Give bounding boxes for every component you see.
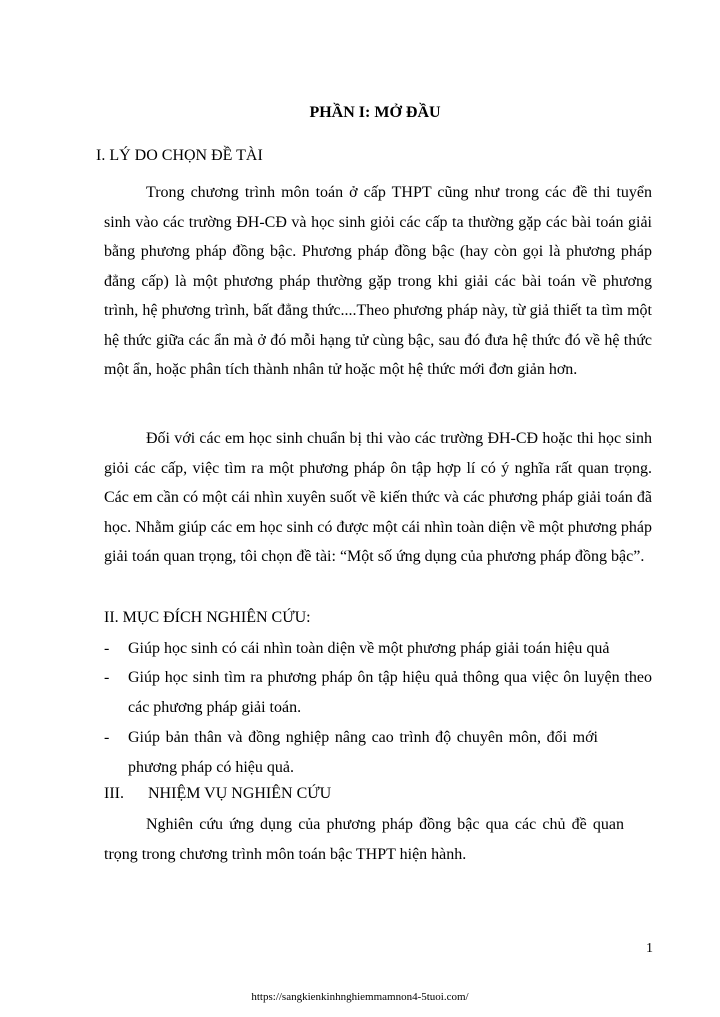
bullet-text: Giúp bản thân và đồng nghiệp nâng cao trình độ chuyên môn, đổi mới phương pháp có hiệu quả.	[128, 729, 598, 776]
page-title: PHẦN I: MỞ ĐẦU	[309, 104, 441, 121]
bullet-text: Giúp học sinh tìm ra phương pháp ôn tập hiệu quả thông qua việc ôn luyện theo các phương pháp giải toán.	[128, 669, 652, 716]
list-item	[104, 663, 652, 722]
page-number: 1	[646, 941, 653, 956]
section-3-number: III.	[104, 785, 124, 802]
footer-url: https://sangkienkinhnghiemmamnon4-5tuoi.com/	[251, 991, 469, 1003]
bullet-dash: -	[104, 729, 110, 746]
section-1-heading: I. LÝ DO CHỌN ĐỀ TÀI	[96, 147, 263, 164]
list-item	[104, 634, 652, 664]
bullet-text: Giúp học sinh có cái nhìn toàn diện về một phương pháp giải toán hiệu quả	[128, 640, 610, 657]
section-3-title: NHIỆM VỤ NGHIÊN CỨU	[148, 785, 332, 802]
section-1-paragraph-1: Trong chương trình môn toán ở cấp THPT cũng như trong các đề thi tuyển sinh vào các trường ĐH-CĐ và học sinh giỏi các cấp ta thường gặp các bài toán giải bằng phương pháp đồng bậc. Phương pháp đồng bậc (hay còn gọi là phương pháp đẳng cấp) là một phương pháp thường gặp trong khi giải các bài toán về phương trình, hệ phương trình, bất đẳng thức....Theo phương pháp này, từ giả thiết ta tìm một hệ thức giữa các ẩn mà ở đó mỗi hạng tử cùng bậc, sau đó đưa hệ thức đó về hệ thức một ẩn, hoặc phân tích thành nhân tử hoặc một hệ thức mới đơn giản hơn.	[104, 184, 652, 378]
bullet-dash: -	[104, 640, 110, 657]
section-2-heading: II. MỤC ĐÍCH NGHIÊN CỨU:	[104, 609, 311, 626]
section-3-heading	[104, 785, 331, 803]
section-3-paragraph: Nghiên cứu ứng dụng của phương pháp đồng bậc qua các chủ đề quan trọng trong chương trình môn toán bậc THPT hiện hành.	[104, 816, 624, 863]
section-1-paragraph-2: Đối với các em học sinh chuẩn bị thi vào các trường ĐH-CĐ hoặc thi học sinh giỏi các cấp, việc tìm ra một phương pháp ôn tập hợp lí có ý nghĩa rất quan trọng. Các em cần có một cái nhìn xuyên suốt về kiến thức và các phương pháp giải toán đã học. Nhằm giúp các em học sinh có được một cái nhìn toàn diện về một phương pháp giải toán quan trọng, tôi chọn đề tài: “Một số ứng dụng của phương pháp đồng bậc”.	[104, 430, 652, 565]
bullet-dash: -	[104, 669, 110, 686]
list-item	[104, 723, 652, 782]
